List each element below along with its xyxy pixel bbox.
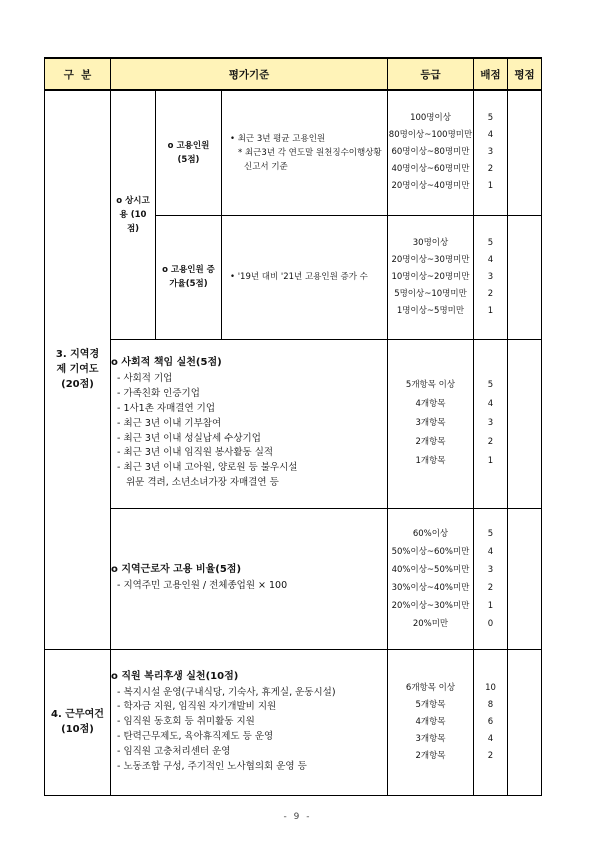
grade-item: 50%이상~60%미만 xyxy=(391,546,470,557)
point-item: 2 xyxy=(487,437,494,447)
row-welfare xyxy=(45,649,542,795)
social-item: - 최근 3년 이내 고아원, 양로원 등 불우시설 xyxy=(117,462,298,474)
section4-label-text: 4. 근무여건 (10점) xyxy=(51,709,104,735)
social-rating-cell[interactable] xyxy=(508,339,542,508)
grade-item: 20명이상~40명미만 xyxy=(391,181,470,192)
social-item: - 최근 3년 이내 임직원 봉사활동 실적 xyxy=(117,447,274,459)
point-item: 6 xyxy=(487,716,494,727)
header-points: 배점 xyxy=(474,58,508,90)
headcount-note: * 최근3년 각 연도말 원천징수이행상황 xyxy=(238,147,382,158)
point-item: 3 xyxy=(487,147,494,158)
employment-label xyxy=(111,90,156,339)
grade-item: 5명이상~10명미만 xyxy=(394,288,467,299)
grade-item: 60명이상~80명미만 xyxy=(391,147,470,158)
point-item: 2 xyxy=(487,288,494,299)
point-item: 5 xyxy=(487,113,494,124)
grade-item: 10명이상~20명미만 xyxy=(391,271,470,282)
local-criteria xyxy=(111,508,388,649)
headcount-criteria xyxy=(222,90,388,215)
point-item: 1 xyxy=(487,600,494,611)
section4-label xyxy=(45,649,111,795)
grade-item: 5개항목 xyxy=(415,699,446,710)
header-rating: 평점 xyxy=(508,58,542,90)
grade-item: 1명이상~5명미만 xyxy=(396,305,465,316)
header-category: 구 분 xyxy=(45,58,111,90)
grade-item: 1개항목 xyxy=(415,456,446,466)
social-item: - 1사1촌 자매결연 기업 xyxy=(117,402,215,414)
growth-label xyxy=(156,215,222,339)
welfare-grades xyxy=(388,649,474,795)
growth-points xyxy=(474,215,508,339)
grade-item: 30명이상 xyxy=(412,237,449,248)
headcount-label xyxy=(156,90,222,215)
point-item: 4 xyxy=(487,733,494,744)
social-item-cont: 위문 격려, 소년소녀가장 자매결연 등 xyxy=(126,476,279,488)
point-item: 8 xyxy=(487,699,494,710)
welfare-rating-cell[interactable] xyxy=(508,649,542,795)
growth-criteria-text: • '19년 대비 '21년 고용인원 증가 수 xyxy=(230,272,368,282)
grade-item: 30%이상~40%미만 xyxy=(391,582,470,593)
welfare-criteria xyxy=(111,649,388,795)
point-item: 5 xyxy=(487,380,494,390)
local-rating-cell[interactable] xyxy=(508,508,542,649)
welfare-item: - 학자금 지원, 임직원 자기개발비 지원 xyxy=(117,701,277,713)
local-grades xyxy=(388,508,474,649)
social-item: - 최근 3년 이내 기부참여 xyxy=(117,417,222,429)
welfare-title: o 직원 복리후생 실천(10점) xyxy=(111,670,239,682)
header-row xyxy=(45,58,542,90)
point-item: 1 xyxy=(487,305,494,316)
social-item: - 사회적 기업 xyxy=(117,373,173,385)
grade-item: 100명이상 xyxy=(410,113,451,124)
welfare-item: - 노동조합 구성, 주기적인 노사협의회 운영 등 xyxy=(117,760,307,772)
social-item: - 최근 3년 이내 성실납세 수상기업 xyxy=(117,432,261,444)
welfare-item: - 임직원 동호회 등 취미활동 지원 xyxy=(117,716,255,728)
point-item: 4 xyxy=(487,254,494,265)
section3-label xyxy=(45,90,111,649)
point-item: 10 xyxy=(485,682,496,693)
welfare-item: - 임직원 고충처리센터 운영 xyxy=(117,745,231,757)
header-grade: 등급 xyxy=(388,58,474,90)
section3-label-text: 3. 지역경제 기여도 (20점) xyxy=(55,349,100,391)
grade-item: 6개항목 이상 xyxy=(405,682,456,693)
evaluation-table xyxy=(44,57,542,796)
local-title: o 지역근로자 고용 비율(5점) xyxy=(111,564,242,576)
grade-item: 4개항목 xyxy=(415,399,446,409)
page-number: - 9 - xyxy=(283,812,312,822)
headcount-criteria-text: • 최근 3년 평균 고용인원 xyxy=(230,133,326,144)
grade-item: 3개항목 xyxy=(415,733,446,744)
grade-item: 80명이상~100명미만 xyxy=(388,130,473,141)
grade-item: 5개항목 이상 xyxy=(405,380,456,390)
welfare-item: - 복지시설 운영(구내식당, 기숙사, 휴게실, 운동시설) xyxy=(117,686,336,698)
point-item: 1 xyxy=(487,456,494,466)
local-item: - 지역주민 고용인원 / 전체종업원 × 100 xyxy=(117,580,288,592)
point-item: 4 xyxy=(487,130,494,141)
grade-item: 2개항목 xyxy=(415,750,446,761)
social-title: o 사회적 책임 실천(5점) xyxy=(111,357,222,369)
point-item: 2 xyxy=(487,164,494,175)
headcount-rating-cell[interactable] xyxy=(508,90,542,215)
growth-grades xyxy=(388,215,474,339)
grade-item: 20명이상~30명미만 xyxy=(391,254,470,265)
row-social xyxy=(45,339,542,508)
growth-label-text: o 고용인원 증가율(5점) xyxy=(162,265,215,289)
grade-item: 20%이상~30%미만 xyxy=(391,600,470,611)
social-points xyxy=(474,339,508,508)
header-criteria: 평가기준 xyxy=(111,58,388,90)
row-headcount xyxy=(45,90,542,215)
point-item: 1 xyxy=(487,181,494,192)
grade-item: 2개항목 xyxy=(415,437,446,447)
grade-item: 40%이상~50%미만 xyxy=(391,564,470,575)
welfare-points xyxy=(474,649,508,795)
growth-criteria xyxy=(222,215,388,339)
grade-item: 40명이상~60명미만 xyxy=(391,164,470,175)
growth-rating-cell[interactable] xyxy=(508,215,542,339)
grade-item: 4개항목 xyxy=(415,716,446,727)
grade-item: 20%미만 xyxy=(412,618,449,629)
local-points xyxy=(474,508,508,649)
point-item: 2 xyxy=(487,750,494,761)
employment-label-text: o 상시고용 (10점) xyxy=(116,195,150,234)
social-grades xyxy=(388,339,474,508)
social-item: - 가족친화 인증기업 xyxy=(117,388,200,400)
point-item: 5 xyxy=(487,237,494,248)
row-local xyxy=(45,508,542,649)
welfare-item: - 탄력근무제도, 육아휴직제도 등 운영 xyxy=(117,731,274,742)
point-item: 4 xyxy=(487,546,494,557)
point-item: 4 xyxy=(487,399,494,409)
social-criteria xyxy=(111,339,388,508)
point-item: 3 xyxy=(487,418,494,428)
headcount-label-text: o 고용인원 (5점) xyxy=(167,140,210,165)
grade-item: 3개항목 xyxy=(415,418,446,428)
headcount-points xyxy=(474,90,508,215)
point-item: 0 xyxy=(487,618,494,629)
point-item: 5 xyxy=(487,528,494,539)
headcount-grades xyxy=(388,90,474,215)
grade-item: 60%이상 xyxy=(412,528,449,539)
point-item: 3 xyxy=(487,564,494,575)
headcount-note2: 신고서 기준 xyxy=(244,161,288,172)
point-item: 2 xyxy=(487,582,494,593)
point-item: 3 xyxy=(487,271,494,282)
